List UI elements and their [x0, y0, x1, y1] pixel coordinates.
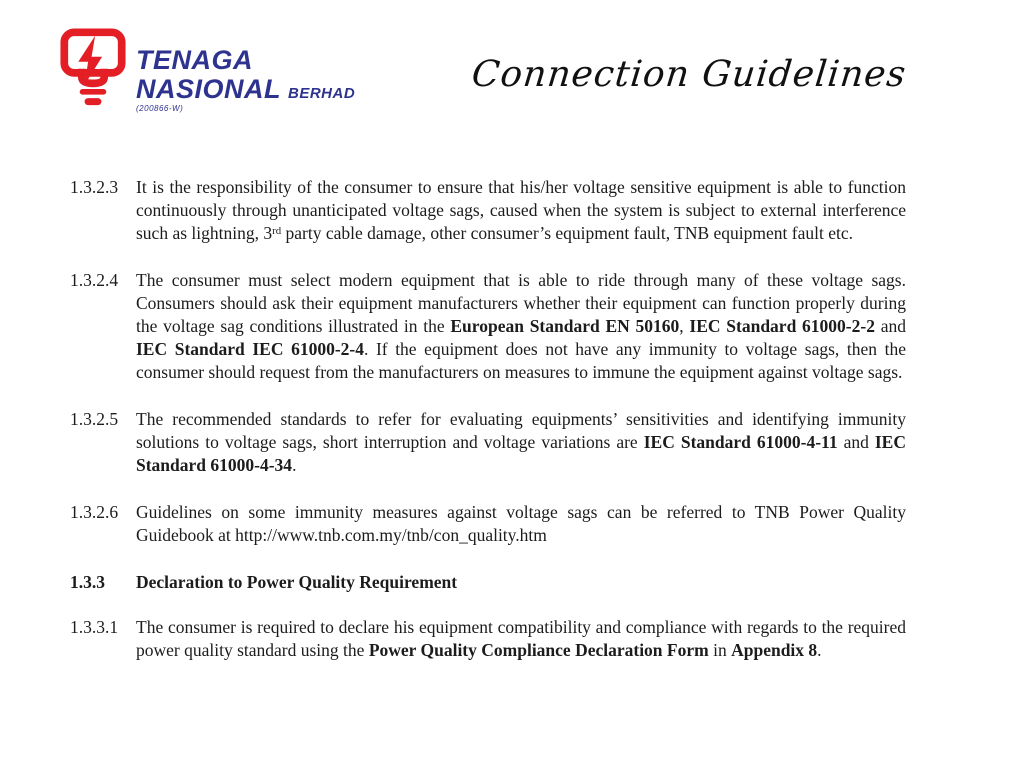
section-number: 1.3.3.1	[70, 617, 119, 637]
tnb-bulb-lightning-icon	[58, 26, 128, 110]
section-number: 1.3.2.5	[70, 409, 119, 429]
section-text: Guidelines on some immunity measures against voltage sags can be referred to TNB Power Quality Guidebook at http://www.tnb.com.my/tnb/con_quality.htm	[136, 502, 906, 545]
logo-name-suffix: BERHAD	[288, 85, 356, 102]
document-section	[70, 501, 906, 547]
logo-name-line2: NASIONAL	[136, 74, 281, 104]
document-section	[70, 408, 906, 477]
logo-registration-number: (200866-W)	[136, 104, 184, 113]
section-text: Declaration to Power Quality Requirement	[136, 572, 458, 592]
section-number: 1.3.3	[70, 572, 105, 592]
logo-wordmark	[136, 47, 355, 113]
section-number: 1.3.2.4	[70, 270, 119, 290]
logo-name-line1: TENAGA	[136, 45, 253, 75]
document-section	[70, 269, 906, 384]
document-section	[70, 571, 906, 594]
section-text: The consumer is required to declare his equipment compatibility and compliance with regards to the required power quality standard using the Power Quality Compliance Declaration Form in Appendix 8.	[136, 617, 906, 660]
document-section	[70, 176, 906, 245]
section-number: 1.3.2.3	[70, 177, 119, 197]
document-title: Connection Guidelines	[469, 54, 909, 95]
document-section	[70, 616, 906, 662]
section-text: The recommended standards to refer for evaluating equipments’ sensitivities and identifying immunity solutions to voltage sags, short interruption and voltage variations are IEC Standard 61000-4-11 and IEC Standard 61000-4-34.	[136, 409, 906, 475]
section-number: 1.3.2.6	[70, 502, 119, 522]
section-text: The consumer must select modern equipment that is able to ride through many of these voltage sags. Consumers should ask their equipment manufacturers whether their equipment can function properly during the voltage sag conditions illustrated in the European Standard EN 50160, IEC Standard 61000-2-2 and IEC Standard IEC 61000-2-4. If the equipment does not have any immunity to voltage sags, then the consumer should request from the manufacturers on measures to immune the equipment against voltage sags.	[136, 270, 906, 382]
document-body	[70, 176, 906, 686]
section-text: It is the responsibility of the consumer to ensure that his/her voltage sensitive equipment is able to function continuously through unanticipated voltage sags, caused when the system is subject to external interference such as lightning, 3rd party cable damage, other consumer’s equipment fault, TNB equipment fault etc.	[136, 177, 906, 243]
